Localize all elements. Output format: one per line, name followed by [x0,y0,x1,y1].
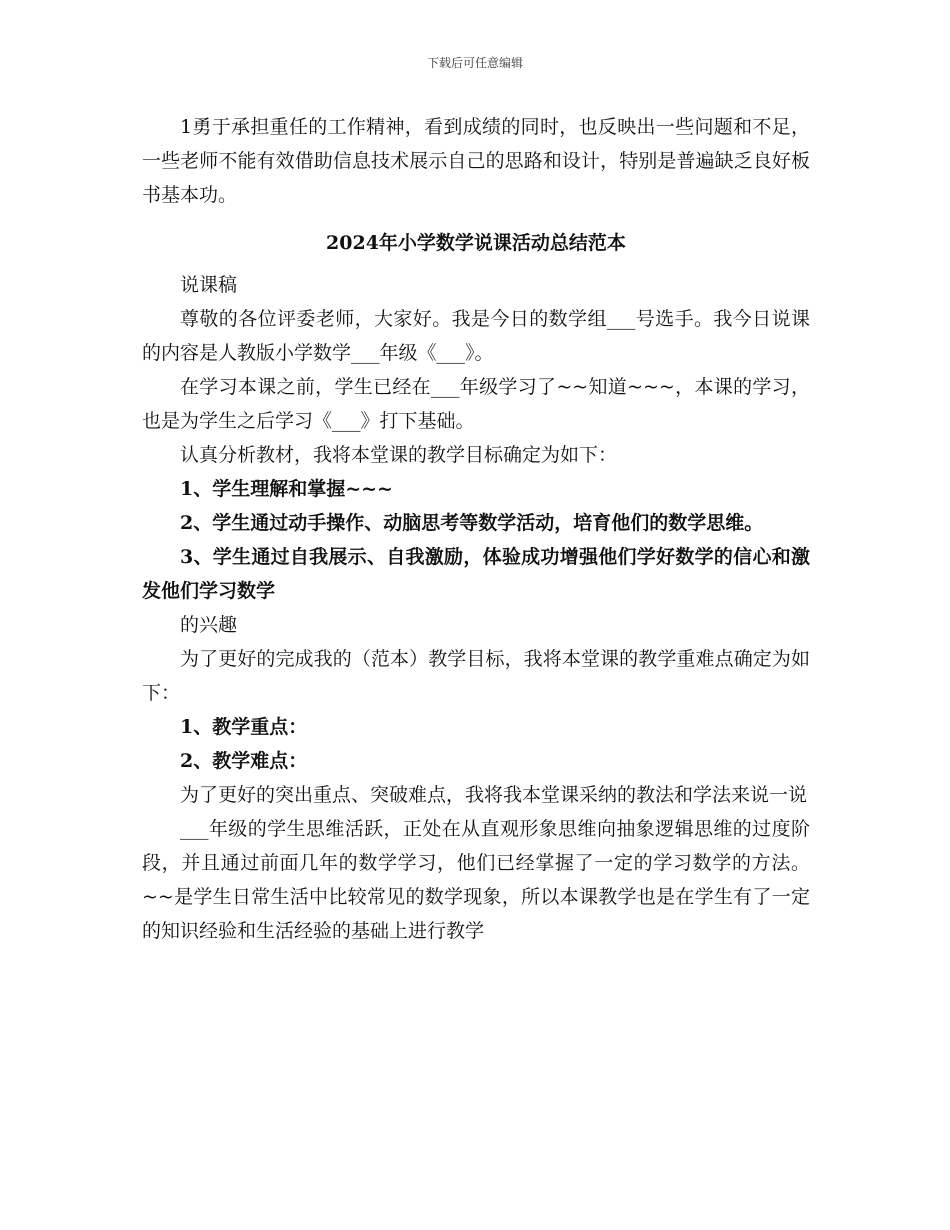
objective-3: 3、学生通过自我展示、自我激励，体验成功增强他们学好数学的信心和激发他们学习数学 [142,546,810,602]
intro-paragraph: 1勇于承担重任的工作精神，看到成绩的同时，也反映出一些问题和不足，一些老师不能有效借助信息技术展示自己的思路和设计，特别是普遍缺乏良好板书基本功。 [142,116,810,206]
paragraph-heading-shuokegao: 说课稿 [180,274,238,296]
page-header: 下载后可任意编辑 [426,56,523,70]
paragraph-key-points-intro: 为了更好的完成我的（范本）教学目标，我将本堂课的教学重难点确定为如下： [142,648,810,704]
paragraph-greeting: 尊敬的各位评委老师，大家好。我是今日的数学组___号选手。我今日说课的内容是人教版小学数学___年级《___》。 [142,308,810,364]
objective-2: 2、学生通过动手操作、动脑思考等数学活动，培育他们的数学思维。 [180,512,764,534]
key-point-difficulty: 2、教学难点： [180,750,308,772]
paragraph-student-analysis: ___年级的学生思维活跃，正处在从直观形象思维向抽象逻辑思维的过度阶段，并且通过前面几年的数学学习，他们已经掌握了一定的学习数学的方法。~~是学生日常生活中比较常见的数学现象，所以本课教学也是在学生有了一定的知识经验和生活经验的基础上进行教学 [142,818,810,942]
document-body [142,110,810,948]
objective-1: 1、学生理解和掌握~~~ [180,478,393,500]
key-point-focus: 1、教学重点： [180,716,308,738]
objective-3-continued: 的兴趣 [180,614,238,636]
paragraph-objectives-intro: 认真分析教材，我将本堂课的教学目标确定为如下： [180,444,618,466]
paragraph-methods-intro: 为了更好的突出重点、突破难点，我将我本堂课采纳的教法和学法来说一说 [180,784,808,806]
paragraph-prior-learning: 在学习本课之前，学生已经在___年级学习了~~知道~~~，本课的学习，也是为学生之后学习《___》打下基础。 [142,376,810,432]
document-title: 2024年小学数学说课活动总结范本 [326,232,626,254]
